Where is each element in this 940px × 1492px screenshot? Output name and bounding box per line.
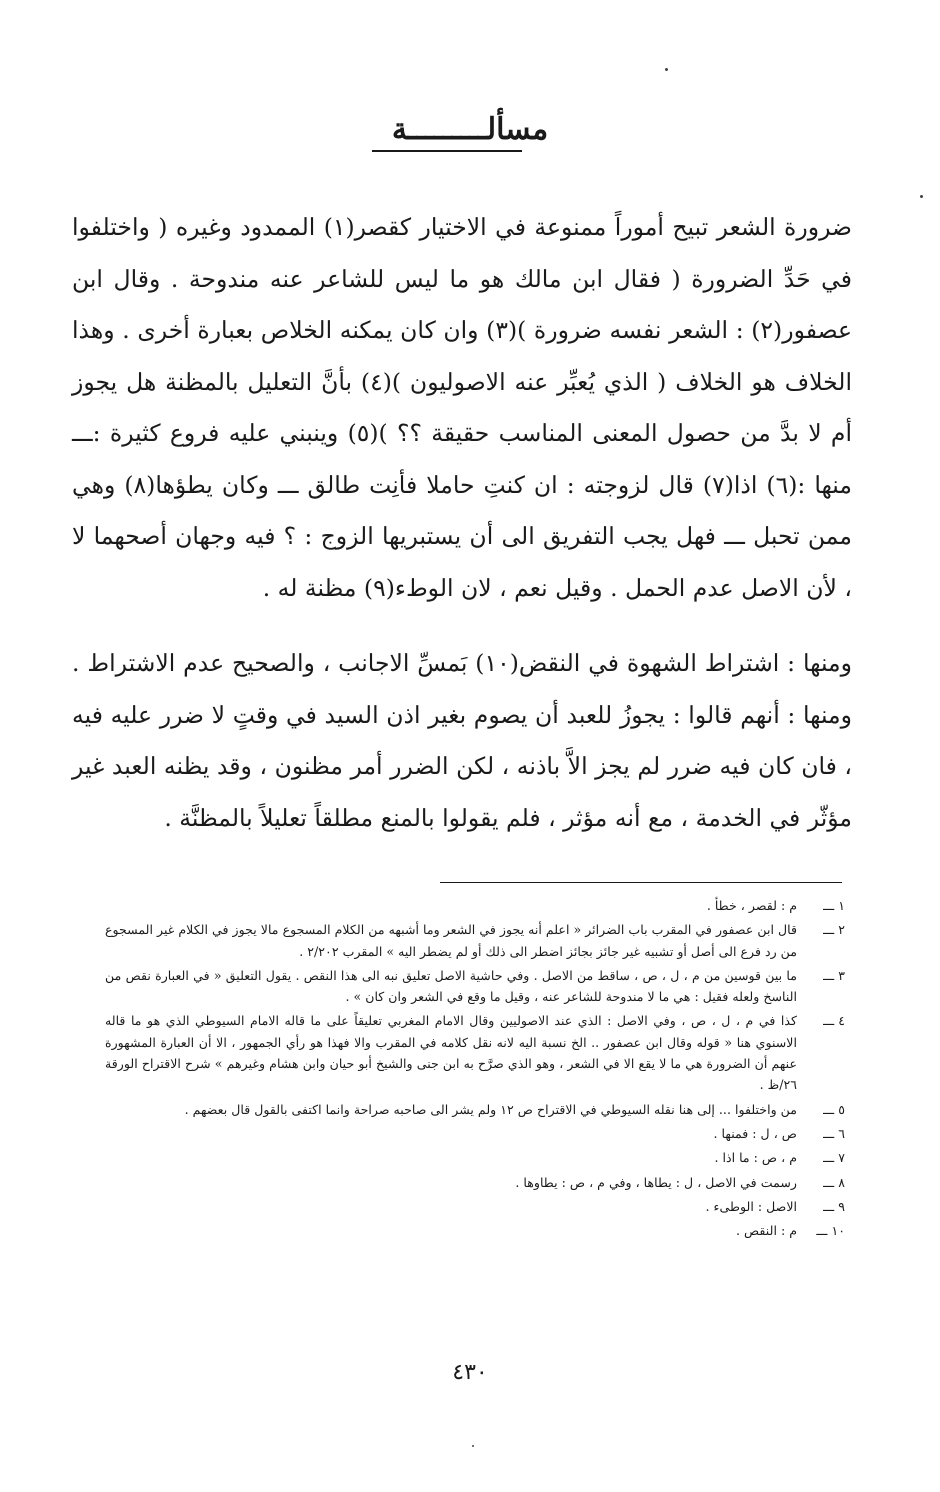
body-paragraph-2: ومنها : اشتراط الشهوة في النقض(١٠) بَمسِّ الاجانب ، والصحيح عدم الاشتراط . ومنها : أنهم قالوا : يجوزُ للعبد أن يصوم بغير اذن السيد في وقتٍ لا ضرر عليه فيه ، فان كان فيه ضرر لم يجز الاَّ باذنه ، لكن الضرر أمر مظنون ، وقد يظنه العبد غير مؤثّر في الخدمة ، مع أنه مؤثر ، فلم يقولوا بالمنع مطلقاً تعليلاً بالمظنَّة . <box>72 649 852 832</box>
footnote <box>105 1196 845 1217</box>
footnotes <box>105 895 845 1244</box>
footnote-text: م ، ص : ما اذا . <box>714 1150 797 1166</box>
footnote <box>105 965 845 1008</box>
footnote <box>105 1220 845 1241</box>
footnote-number: ٤ ـــ <box>823 1013 845 1029</box>
footnote-number: ٧ ـــ <box>823 1150 845 1166</box>
footnote-number: ٦ ـــ <box>823 1125 845 1141</box>
footnote-number: ١ ـــ <box>823 898 845 913</box>
footnote-text: قال ابن عصفور في المقرب باب الضرائر « اعلم أنه يجوز في الشعر وما أشبهه من الكلام المسجوع مالا يجوز في الكلام غير المسجوع من رد فرع الى أصل أو تشبيه غير جائز بجائز اضطر الى ذلك أو لم يضطر اليه » المقرب ٢/٢٠٢ . <box>105 922 797 959</box>
footnote-text: من واختلفوا ... إلى هنا نقله السيوطي في الاقتراح ص ١٢ ولم يشر الى صاحبه صراحة وانما اكتفى بالقول قال بعضهم . <box>184 1101 797 1117</box>
footnote-text: الاصل : الوطىء . <box>705 1198 797 1214</box>
footnote-text: ص ، ل : فمنها . <box>713 1125 797 1141</box>
footnote-number: ٢ ـــ <box>823 922 845 938</box>
footnote-number: ٩ ـــ <box>823 1198 845 1214</box>
footnote-text: رسمت في الاصل ، ل : يطاها ، وفي م ، ص : يطاوها . <box>515 1174 797 1190</box>
footnote-text: كذا في م ، ل ، ص ، وفي الاصل : الذي عند الاصوليين وقال الامام المغربي تعليقاً على ما قاله الامام السيوطي الذي هو ما قاله الاسنوي هنا « قوله وقال ابن عصفور .. الخ نسبة اليه لانه نقل كلامه في المقرب والا فهذا هو رأي الجمهور ، الا أن العبارة المشهورة عنهم أن الضرورة هي ما لا يقع الا في الشعر ، وهو الذي صرَّح به ابن جنى والشيخ أبو حيان وابن هشام وغيرهم » شرح الاقتراح الورقة ٢٦/ظ . <box>105 1013 797 1093</box>
scan-speck <box>920 195 923 198</box>
page-number: ٤٣٠ <box>452 1360 488 1385</box>
footnote <box>105 1123 845 1144</box>
scan-speck <box>472 1445 474 1447</box>
footnote <box>105 1172 845 1193</box>
footnote <box>105 895 845 916</box>
footnote-text: ما بين قوسين من م ، ل ، ص ، ساقط من الاصل . وفي حاشية الاصل تعليق نبه الى هذا النقص . يقول التعليق « في العبارة نقص من الناسخ ولعله فقيل : هي ما لا مندوحة للشاعر عنه ، وقيل ما وقع في الشعر وان كان » . <box>105 967 797 1005</box>
section-title: مسألـــــــــة <box>391 112 549 147</box>
title-underline <box>372 150 522 152</box>
body-paragraph-1: ضرورة الشعر تبيح أموراً ممنوعة في الاختيار كقصر(١) الممدود وغيره ( واختلفوا في حَدِّ الضرورة ( فقال ابن مالك هو ما ليس للشاعر عنه مندوحة . وقال ابن عصفور(٢) : الشعر نفسه ضرورة )(٣) وان كان يمكنه الخلاص بعبارة أخرى . وهذا الخلاف هو الخلاف ( الذي يُعبِّر عنه الاصوليون )(٤) بأنَّ التعليل بالمظنة هل يجوز أم لا بدَّ من حصول المعنى المناسب حقيقة ؟؟ )(٥) وينبني عليه فروع كثيرة :ـــ منها :(٦) اذا(٧) قال لزوجته : ان كنتِ حاملا فأنِت طالق ـــ وكان يطؤها(٨) وهي ممن تحبل ـــ فهل يجب التفريق الى أن يستبريها الزوج : ؟ فيه وجهان أصحهما لا ، لأن الاصل عدم الحمل . وقيل نعم ، لان الوطء(٩) مظنة له . <box>72 213 852 602</box>
footnote <box>105 1010 845 1095</box>
footnote-number: ٣ ـــ <box>823 967 845 983</box>
footnote-divider <box>440 882 842 883</box>
footnote <box>105 919 845 962</box>
footnote <box>105 1099 845 1120</box>
footnote-text: م : لقصر ، خطأ . <box>706 898 797 913</box>
footnote-number: ١٠ ـــ <box>816 1223 845 1239</box>
footnote <box>105 1147 845 1168</box>
footnote-number: ٥ ـــ <box>823 1101 845 1117</box>
footnote-text: م : النقص . <box>736 1223 797 1239</box>
footnote-number: ٨ ـــ <box>823 1174 845 1190</box>
scan-speck <box>665 68 668 71</box>
